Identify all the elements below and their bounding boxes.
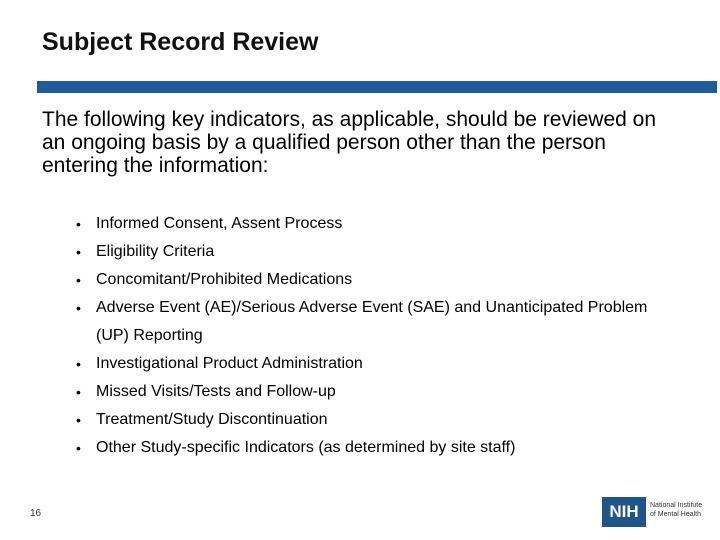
list-item — [76, 210, 676, 238]
list-item — [76, 434, 676, 462]
slide-title: Subject Record Review — [42, 28, 319, 56]
list-item — [76, 378, 676, 406]
bullet-icon: • — [76, 440, 81, 456]
bullet-icon: • — [76, 384, 81, 400]
bullet-icon: • — [76, 272, 81, 288]
list-item-text: Missed Visits/Tests and Follow-up — [96, 383, 336, 400]
title-divider — [37, 81, 717, 93]
nih-logo-mark: NIH — [602, 497, 646, 527]
bullet-icon: • — [76, 356, 81, 372]
list-item-text: Treatment/Study Discontinuation — [96, 411, 328, 428]
list-item — [76, 266, 676, 294]
list-item-text: Investigational Product Administration — [96, 355, 363, 372]
list-item-text: Eligibility Criteria — [96, 243, 215, 260]
list-item — [76, 406, 676, 434]
bullet-icon: • — [76, 412, 81, 428]
list-item — [76, 350, 676, 378]
logo-org-name — [650, 501, 714, 519]
bullet-icon: • — [76, 216, 81, 232]
list-item-text: Adverse Event (AE)/Serious Adverse Event (SAE) and Unanticipated Problem (UP) Reporting — [96, 299, 648, 344]
indicator-list — [76, 210, 676, 462]
list-item-text: Informed Consent, Assent Process — [96, 215, 343, 232]
list-item-text: Concomitant/Prohibited Medications — [96, 271, 353, 288]
intro-text: The following key indicators, as applicable, should be reviewed on an ongoing basis by a qualified person other than the person entering the information: — [42, 108, 657, 177]
list-item — [76, 294, 676, 350]
bullet-icon: • — [76, 244, 81, 260]
bullet-icon: • — [76, 300, 81, 316]
page-number: 16 — [30, 508, 42, 519]
logo-org-line: National Institute — [650, 502, 703, 509]
logo-org-line: of Mental Health — [650, 511, 701, 518]
nimh-logo — [602, 497, 714, 527]
list-item-text: Other Study-specific Indicators (as determined by site staff) — [96, 439, 516, 456]
list-item — [76, 238, 676, 266]
